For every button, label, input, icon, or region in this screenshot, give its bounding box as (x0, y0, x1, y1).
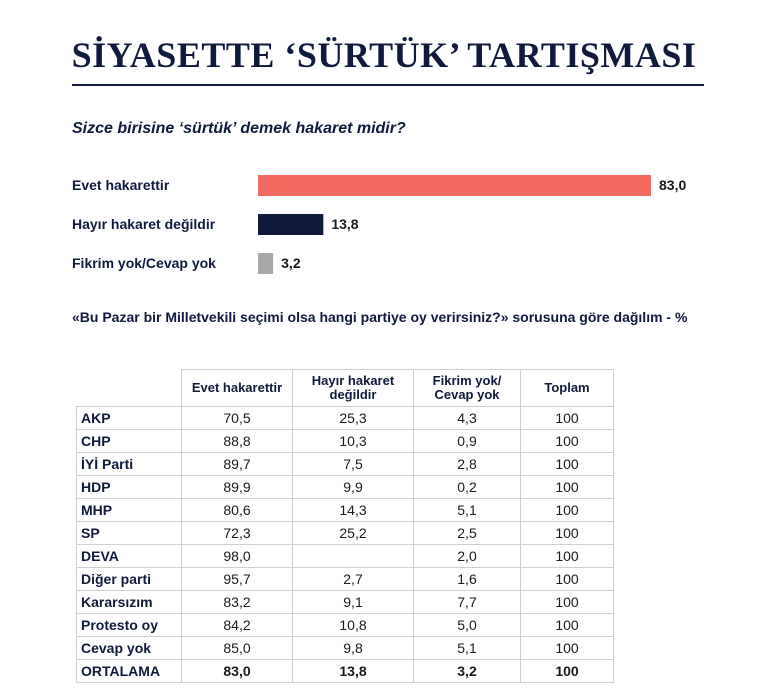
table-header-row (77, 370, 614, 407)
title-divider (72, 84, 704, 86)
value-fikrim-yok: 0,2 (414, 476, 521, 499)
party-name: SP (77, 522, 182, 545)
header-fikrim-yok: Fikrim yok/ Cevap yok (414, 370, 521, 407)
value-fikrim-yok: 7,7 (414, 591, 521, 614)
party-name: ORTALAMA (77, 660, 182, 683)
value-hayir: 10,3 (293, 430, 414, 453)
value-hayir: 9,9 (293, 476, 414, 499)
bar-value-label: 13,8 (331, 216, 359, 232)
party-breakdown-table (76, 369, 614, 683)
party-name: CHP (77, 430, 182, 453)
table-row (77, 568, 614, 591)
value-evet: 89,7 (182, 453, 293, 476)
value-evet: 72,3 (182, 522, 293, 545)
value-toplam: 100 (521, 614, 614, 637)
table-row (77, 637, 614, 660)
value-toplam: 100 (521, 407, 614, 430)
party-name: Protesto oy (77, 614, 182, 637)
table-caption: «Bu Pazar bir Milletvekili seçimi olsa hangi partiye oy verirsiniz?» sorusuna göre dağılım - % (72, 309, 688, 325)
table-row (77, 660, 614, 683)
value-hayir: 25,2 (293, 522, 414, 545)
table-row (77, 476, 614, 499)
value-fikrim-yok: 1,6 (414, 568, 521, 591)
value-toplam: 100 (521, 476, 614, 499)
value-hayir: 9,1 (293, 591, 414, 614)
bar-value-label: 83,0 (659, 177, 687, 193)
value-hayir: 9,8 (293, 637, 414, 660)
value-toplam: 100 (521, 660, 614, 683)
table-row (77, 591, 614, 614)
value-evet: 80,6 (182, 499, 293, 522)
header-toplam: Toplam (521, 370, 614, 407)
bar-category-label: Evet hakarettir (72, 177, 170, 193)
value-toplam: 100 (521, 499, 614, 522)
table-row (77, 614, 614, 637)
value-hayir: 2,7 (293, 568, 414, 591)
value-hayir (293, 545, 414, 568)
value-evet: 83,0 (182, 660, 293, 683)
value-evet: 95,7 (182, 568, 293, 591)
value-hayir: 14,3 (293, 499, 414, 522)
bar (258, 253, 273, 274)
party-name: MHP (77, 499, 182, 522)
value-toplam: 100 (521, 453, 614, 476)
value-evet: 85,0 (182, 637, 293, 660)
value-toplam: 100 (521, 522, 614, 545)
value-fikrim-yok: 2,0 (414, 545, 521, 568)
table-row (77, 407, 614, 430)
value-fikrim-yok: 5,1 (414, 499, 521, 522)
party-name: Cevap yok (77, 637, 182, 660)
party-name: Kararsızım (77, 591, 182, 614)
value-toplam: 100 (521, 591, 614, 614)
value-fikrim-yok: 3,2 (414, 660, 521, 683)
bar-chart (0, 160, 768, 280)
header-hayir: Hayır hakaret değildir (293, 370, 414, 407)
value-fikrim-yok: 4,3 (414, 407, 521, 430)
bar (258, 175, 651, 196)
value-fikrim-yok: 0,9 (414, 430, 521, 453)
value-toplam: 100 (521, 430, 614, 453)
value-hayir: 7,5 (293, 453, 414, 476)
bar-value-label: 3,2 (281, 255, 301, 271)
party-name: İYİ Parti (77, 453, 182, 476)
value-evet: 83,2 (182, 591, 293, 614)
party-name: HDP (77, 476, 182, 499)
value-fikrim-yok: 2,5 (414, 522, 521, 545)
table-row (77, 499, 614, 522)
value-hayir: 25,3 (293, 407, 414, 430)
table-row (77, 453, 614, 476)
party-name: DEVA (77, 545, 182, 568)
value-evet: 98,0 (182, 545, 293, 568)
value-hayir: 13,8 (293, 660, 414, 683)
table-row (77, 430, 614, 453)
table-row (77, 545, 614, 568)
survey-question: Sizce birisine ‘sürtük’ demek hakaret midir? (72, 120, 406, 137)
value-evet: 70,5 (182, 407, 293, 430)
value-evet: 84,2 (182, 614, 293, 637)
bar-category-label: Fikrim yok/Cevap yok (72, 255, 216, 271)
value-evet: 88,8 (182, 430, 293, 453)
party-name: AKP (77, 407, 182, 430)
value-toplam: 100 (521, 568, 614, 591)
table-row (77, 522, 614, 545)
header-evet: Evet hakarettir (182, 370, 293, 407)
party-name: Diğer parti (77, 568, 182, 591)
value-toplam: 100 (521, 545, 614, 568)
bar-category-label: Hayır hakaret değildir (72, 216, 216, 232)
value-fikrim-yok: 5,1 (414, 637, 521, 660)
value-hayir: 10,8 (293, 614, 414, 637)
value-fikrim-yok: 2,8 (414, 453, 521, 476)
bar (258, 214, 323, 235)
value-toplam: 100 (521, 637, 614, 660)
page-title: SİYASETTE ‘SÜRTÜK’ TARTIŞMASI (71, 35, 697, 75)
value-fikrim-yok: 5,0 (414, 614, 521, 637)
table-corner-cell (77, 370, 182, 407)
value-evet: 89,9 (182, 476, 293, 499)
